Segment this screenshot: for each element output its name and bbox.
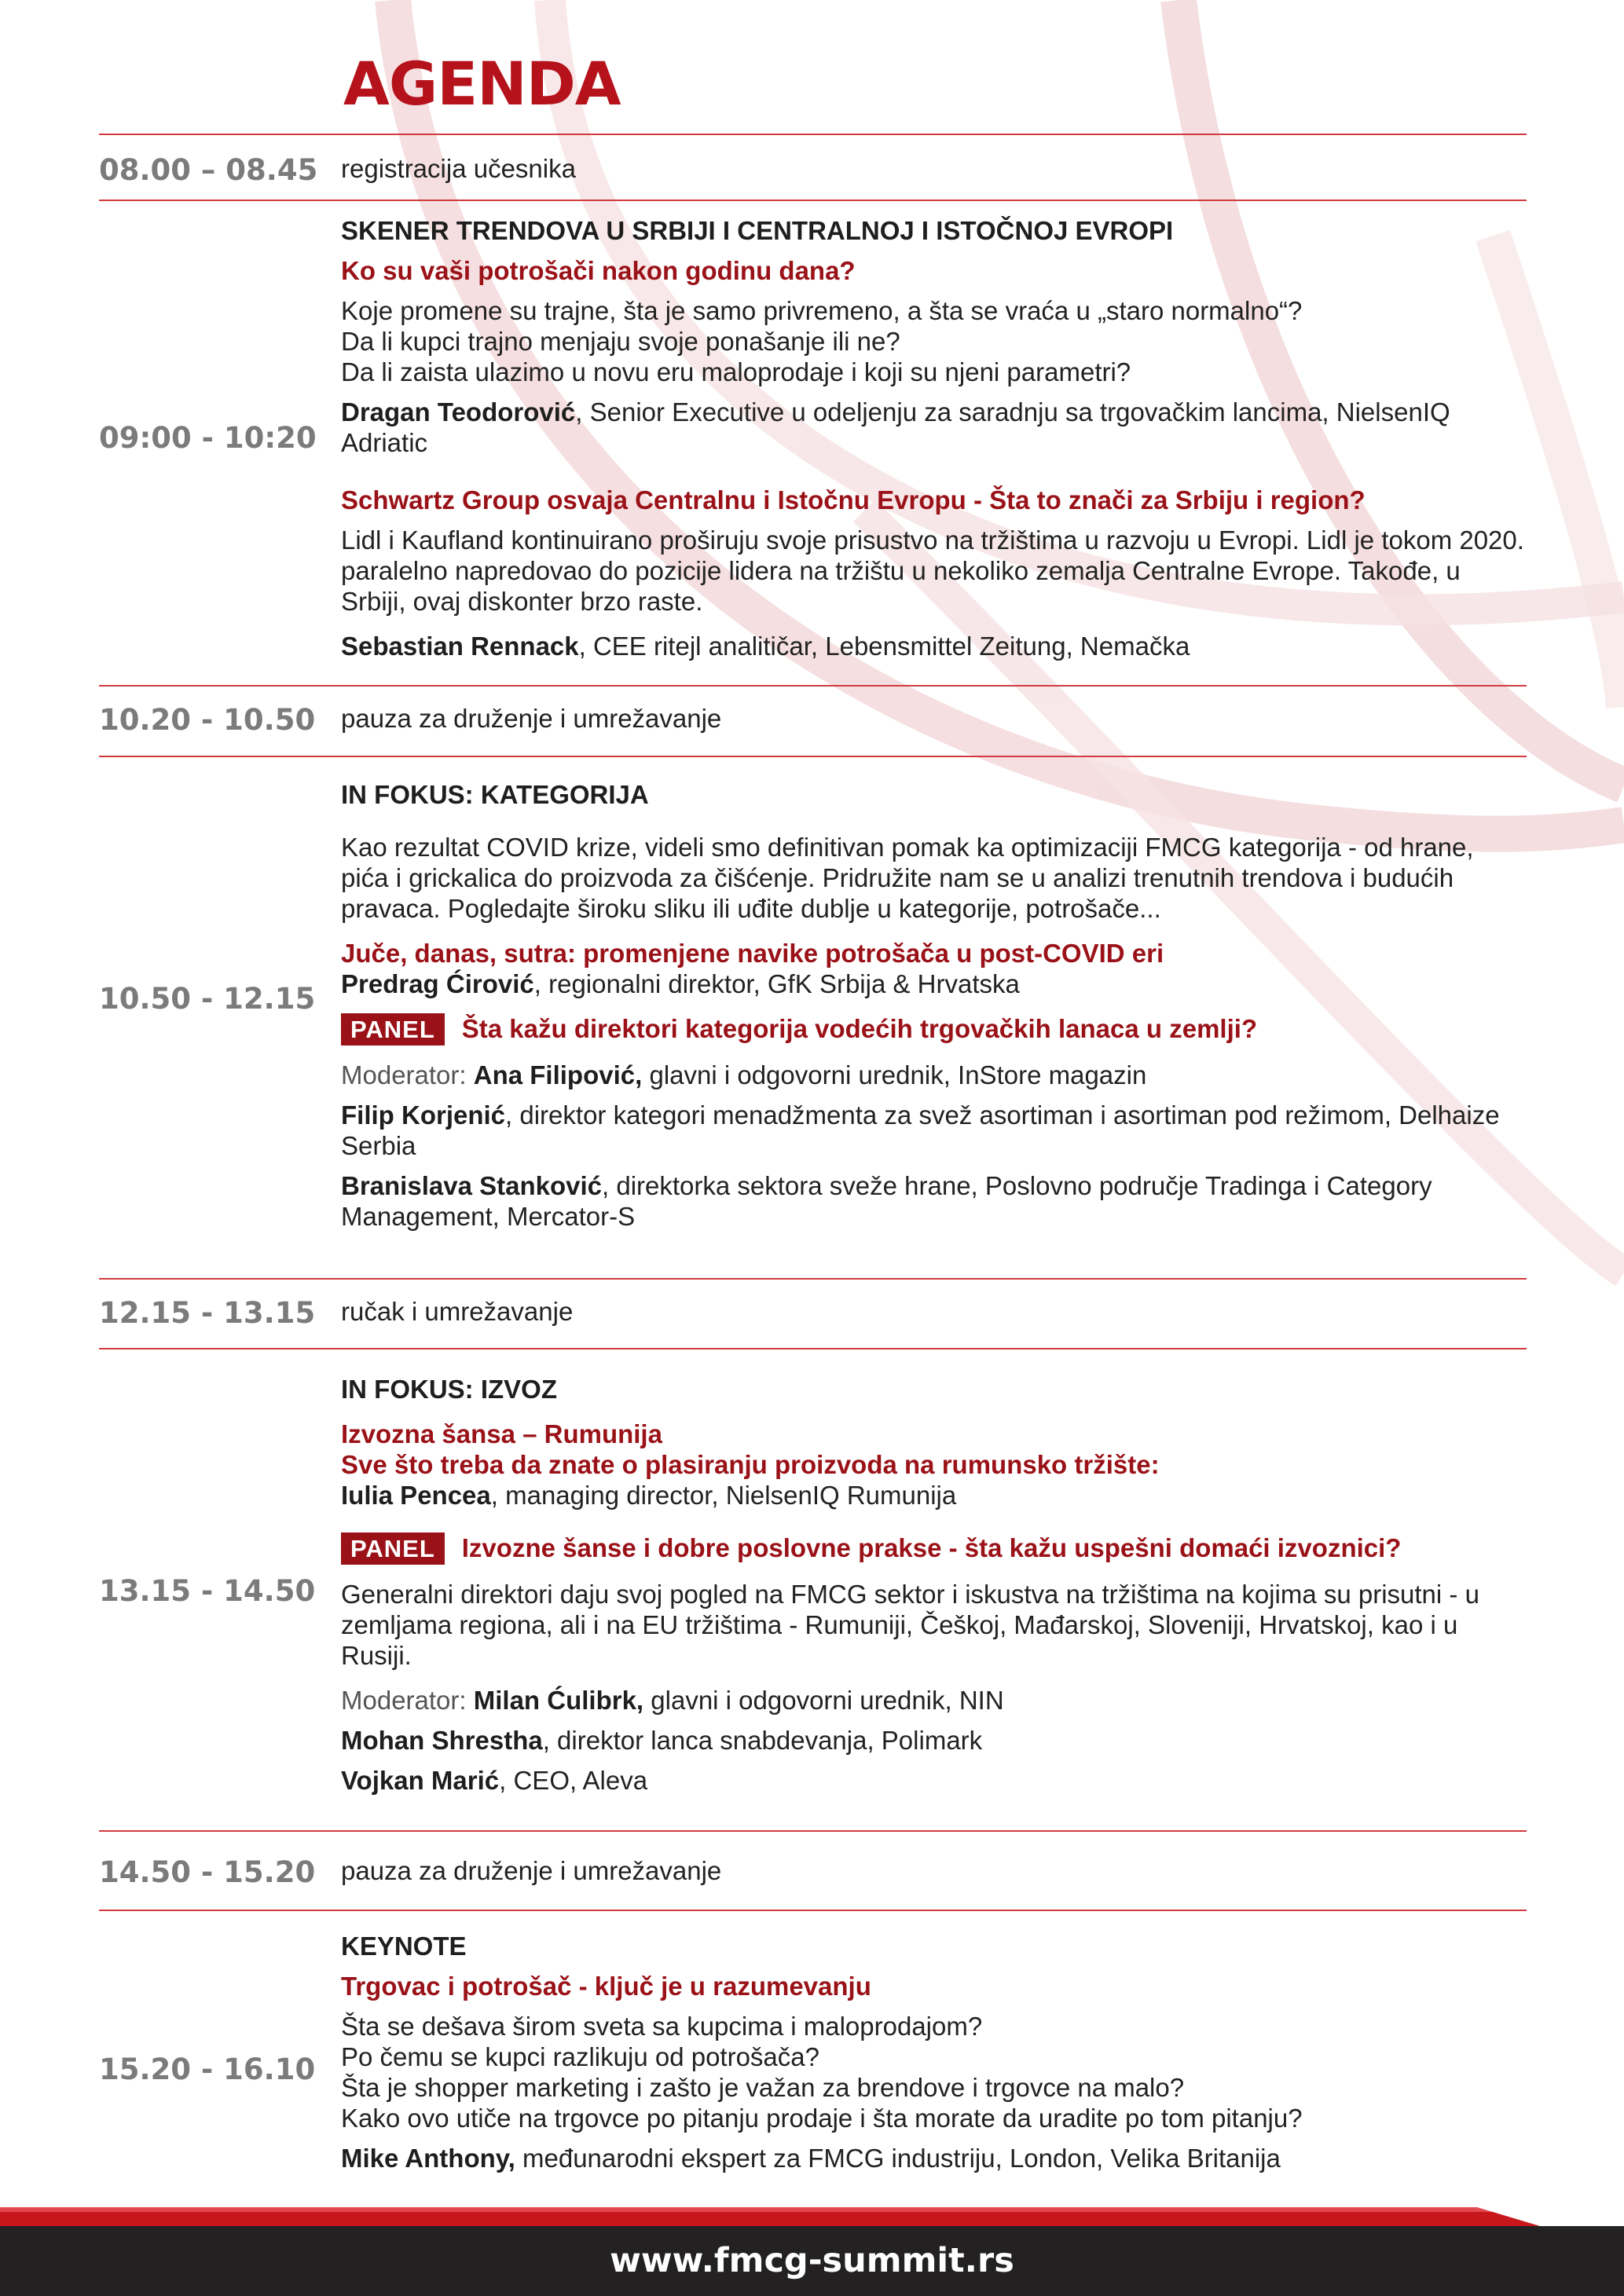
panel-line [341,1013,1527,1045]
session-heading: IN FOKUS: IZVOZ [341,1375,557,1404]
talk-question: Koje promene su trajne, šta je samo privremeno, a šta se vraća u „staro normalno“? [341,296,1303,325]
speaker-name: Dragan Teodorović [341,397,576,427]
speaker-role: , Senior Executive u odeljenju za saradnju sa trgovačkim lancima, NielsenIQ Adriatic [341,397,1450,457]
speaker-name: Sebastian Rennack [341,632,579,661]
panelist-name: Vojkan Marić [341,1766,500,1795]
divider [99,134,1527,135]
moderator [341,1685,1527,1716]
talk-subtitle: Sve što treba da znate o plasiranju proizvoda na rumunsko tržište: [341,1450,1160,1479]
session-time: 09:00 - 10:20 [99,421,317,455]
panel-title: Izvozne šanse i dobre poslovne prakse - šta kažu uspešni domaći izvoznici? [461,1533,1402,1562]
panel-title: Šta kažu direktori kategorija vodećih trgovačkih lanaca u zemlji? [461,1014,1258,1043]
speaker [341,397,1527,458]
panelist-role: , direktor kategori menadžmenta za svež asortiman i asortiman pod režimom, Delhaize Serbia [341,1100,1500,1160]
panelist [341,1100,1527,1161]
website-link[interactable]: www.fmcg-summit.rs [610,2241,1014,2280]
panelist [341,1725,1527,1756]
page-title: AGENDA [343,49,621,119]
talk-question: Kako ovo utiče na trgovce po pitanju prodaje i šta morate da uradite po tom pitanju? [341,2104,1303,2133]
divider [99,685,1527,687]
session-heading: KEYNOTE [341,1932,467,1961]
footer-accent-stripe [0,2207,1624,2226]
talk-title: Trgovac i potrošač - ključ je u razumevanju [341,1972,871,2001]
session-time: 13.15 - 14.50 [99,1574,316,1608]
talk-question: Da li kupci trajno menjaju svoje ponašanje ili ne? [341,327,900,356]
speaker-role: , CEE ritejl analitičar, Lebensmittel Zeitung, Nemačka [578,632,1190,661]
panelist [341,1765,1527,1796]
session-heading: SKENER TRENDOVA U SRBIJI I CENTRALNOJ I ISTOČNOJ EVROPI [341,216,1174,245]
moderator-role: glavni i odgovorni urednik, NIN [643,1686,1004,1715]
panel-line [341,1532,1527,1565]
divider [99,756,1527,757]
footer-bar [0,2226,1624,2296]
moderator-label: Moderator: [341,1686,474,1715]
session-intro: Kao rezultat COVID krize, videli smo definitivan pomak ka optimizaciji FMCG kategorija - od hrane, pića i grickalica do proizvoda za čišćenje. Pridružite nam se u analizi trenutnih trendova i budućih pravaca. Pogledajte široku sliku ili uđite dublje u kategorije, potrošače... [341,833,1474,923]
panel-badge: PANEL [341,1532,445,1565]
session-text: ručak i umrežavanje [341,1297,574,1326]
divider [99,1910,1527,1911]
panelist-role: , CEO, Aleva [499,1766,648,1795]
speaker [341,1480,1527,1511]
speaker-role: , regionalni direktor, GfK Srbija & Hrvatska [533,969,1020,998]
divider [99,200,1527,201]
speaker-role: međunarodni ekspert za FMCG industriju, London, Velika Britanija [515,2144,1281,2173]
divider [99,1830,1527,1832]
talk-title: Juče, danas, sutra: promenjene navike potrošača u post-COVID eri [341,939,1164,968]
talk-question: Šta se dešava širom sveta sa kupcima i maloprodajom? [341,2012,983,2041]
session-text: pauza za druženje i umrežavanje [341,1856,722,1885]
session-time: 12.15 - 13.15 [99,1296,316,1330]
panelist-role: , direktor lanca snabdevanja, Polimark [542,1726,983,1755]
panelist-name: Filip Korjenić [341,1100,506,1130]
session-time: 15.20 - 16.10 [99,2052,316,2086]
session-heading: IN FOKUS: KATEGORIJA [341,780,649,809]
panelist-name: Mohan Shrestha [341,1726,543,1755]
talk-title: Schwartz Group osvaja Centralnu i Istočnu Evropu - Šta to znači za Srbiju i region? [341,485,1366,514]
speaker [341,631,1527,661]
divider [99,1278,1527,1280]
moderator-role: glavni i odgovorni urednik, InStore magazin [642,1060,1147,1089]
session-time: 08.00 – 08.45 [99,153,318,187]
talk-title: Ko su vaši potrošači nakon godinu dana? [341,256,856,285]
speaker-name: Mike Anthony, [341,2144,515,2173]
session-text: registracija učesnika [341,154,576,183]
talk-description: Lidl i Kaufland kontinuirano proširuju svoje prisustvo na tržištima u razvoju u Evropi. Lidl je tokom 2020. paralelno napredovao do pozicije lidera na tržištu u nekoliko zemalja Centralne Evrope. Takođe, u Srbiji, ovaj diskonter brzo raste. [341,525,1524,616]
session-text: pauza za druženje i umrežavanje [341,704,722,733]
talk-question: Po čemu se kupci razlikuju od potrošača? [341,2042,819,2071]
talk-question: Šta je shopper marketing i zašto je važan za brendove i trgovce na malo? [341,2073,1185,2102]
moderator-name: Milan Ćulibrk, [473,1686,644,1715]
panelist-name: Branislava Stanković [341,1171,602,1200]
session-time: 10.20 - 10.50 [99,703,316,737]
session-time: 14.50 - 15.20 [99,1855,316,1889]
panel-description: Generalni direktori daju svoj pogled na FMCG sektor i iskustva na tržištima na kojima su prisutni - u zemljama regiona, ali i na EU tržištima - Rumuniji, Češkoj, Mađarskoj, Sloveniji, Hrvatskoj, kao i u Rusiji. [341,1580,1479,1670]
speaker [341,2143,1527,2173]
panelist [341,1170,1527,1232]
speaker-name: Iulia Pencea [341,1481,491,1510]
speaker-name: Predrag Ćirović [341,969,534,998]
moderator-label: Moderator: [341,1060,474,1089]
talk-title: Izvozna šansa – Rumunija [341,1419,662,1448]
moderator-name: Ana Filipović, [473,1060,643,1089]
moderator [341,1060,1527,1090]
speaker [341,969,1527,999]
divider [99,1348,1527,1349]
speaker-role: , managing director, NielsenIQ Rumunija [490,1481,957,1510]
talk-question: Da li zaista ulazimo u novu eru maloprodaje i koji su njeni parametri? [341,357,1131,386]
panelist-role: , direktorka sektora sveže hrane, Poslovno područje Tradinga i Category Management, Mercator-S [341,1171,1432,1231]
panel-badge: PANEL [341,1013,445,1045]
session-time: 10.50 - 12.15 [99,982,316,1016]
